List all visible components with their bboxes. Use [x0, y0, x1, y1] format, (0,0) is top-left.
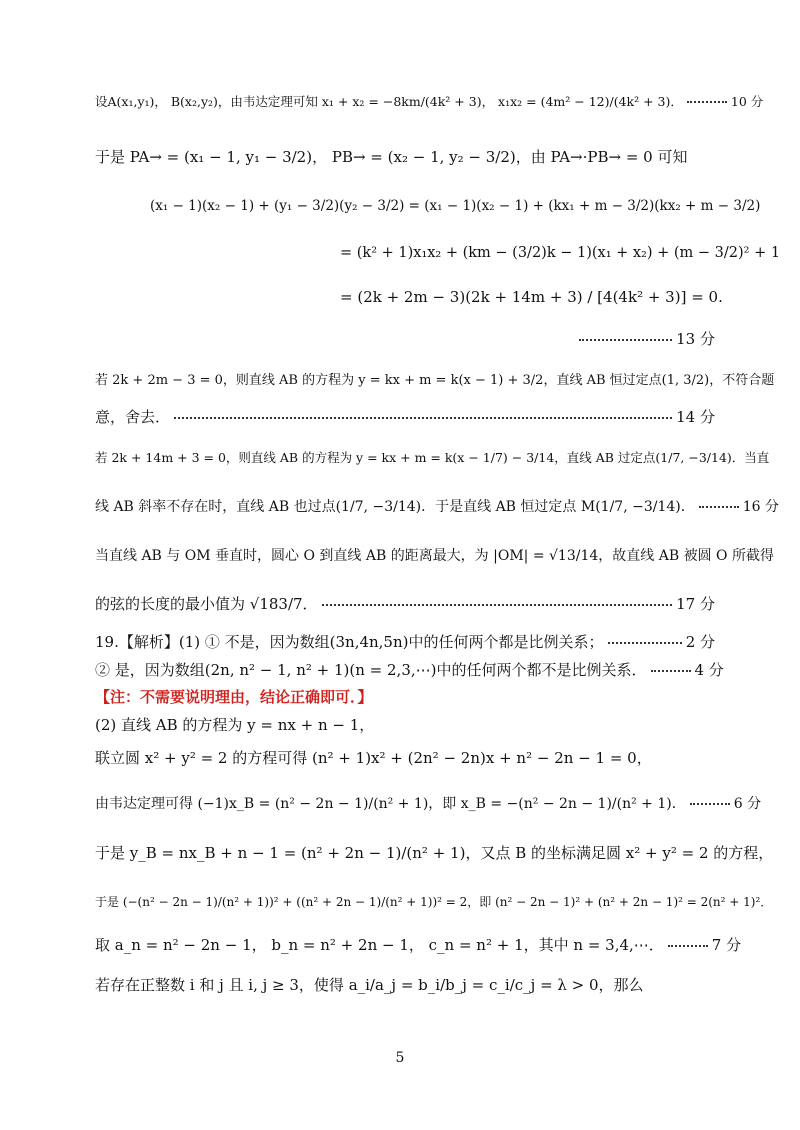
text-line [95, 895, 773, 909]
dot-leader [651, 670, 691, 672]
line-text: 于是 y_B = nx_B + n − 1 = (n² + 2n − 1)/(n² + 1)，又点 B 的坐标满足圆 x² + y² = 2 的方程， [95, 844, 774, 862]
equation-text: = (2k + 2m − 3)(2k + 14m + 3) / [4(4k² + 3)] = 0. [340, 288, 723, 306]
equation-line [340, 290, 723, 305]
text-line [95, 373, 775, 388]
text-line [95, 450, 770, 465]
equation-line [340, 246, 780, 261]
text-line [95, 718, 715, 733]
text-line [95, 548, 774, 564]
line-text: (2) 直线 AB 的方程为 y = nx + n − 1， [95, 716, 375, 734]
text-line [95, 499, 779, 515]
dot-leader [322, 604, 673, 606]
score-label: 4 分 [694, 661, 724, 679]
score-label: 2 分 [685, 633, 715, 651]
line-text: 于是 PA→ = (x₁ − 1, y₁ − 3/2)， PB→ = (x₂ − 1, y₂ − 3/2)，由 PA→·PB→ = 0 可知 [95, 148, 688, 166]
text-line [95, 751, 715, 766]
text-line [95, 597, 715, 612]
line-text: 的弦的长度的最小值为 √183/7． [95, 595, 318, 613]
text-line [575, 332, 715, 347]
note-text: 【注：不需要说明理由，结论正确即可．】 [95, 688, 373, 706]
text-line [95, 94, 764, 109]
line-text: 若 2k + 14m + 3 = 0，则直线 AB 的方程为 y = kx + m = k(x − 1/7) − 3/14，直线 AB 过定点(1/7, −3/14)．当直 [95, 450, 770, 465]
score-label: 6 分 [733, 796, 762, 812]
text-line [95, 936, 742, 954]
equation-text: (x₁ − 1)(x₂ − 1) + (y₁ − 3/2)(y₂ − 3/2) = (x₁ − 1)(x₂ − 1) + (kx₁ + m − 3/2)(kx₂ + m − 3/2) [150, 198, 761, 214]
dot-leader [687, 101, 727, 103]
line-text: 意，舍去． [95, 408, 171, 426]
page-number: 5 [395, 1050, 405, 1066]
line-text: 当直线 AB 与 OM 垂直时，圆心 O 到直线 AB 的距离最大，为 |OM| = √13/14，故直线 AB 被圆 O 所截得 [95, 548, 774, 564]
note-line [95, 690, 715, 705]
score-label: 17 分 [676, 595, 715, 613]
score-label: 16 分 [742, 499, 779, 515]
line-text: ② 是，因为数组(2n, n² − 1, n² + 1)(n = 2,3,⋯)中的任何两个都不是比例关系． [95, 661, 647, 679]
equation-line [150, 200, 760, 214]
score-label: 10 分 [730, 94, 764, 109]
equation-text: = (k² + 1)x₁x₂ + (km − (3/2)k − 1)(x₁ + x₂) + (m − 3/2)² + 1 [340, 245, 781, 261]
line-text: 19.【解析】(1) ① 不是，因为数组(3n,4n,5n)中的任何两个都是比例关系； [95, 633, 604, 651]
score-label: 14 分 [676, 408, 715, 426]
dot-leader [690, 803, 730, 805]
line-text: 于是 (−(n² − 2n − 1)/(n² + 1))² + ((n² + 2n − 1)/(n² + 1))² = 2，即 (n² − 2n − 1)² + (n² + 2n − 1)² = 2(n² + 1)²． [95, 895, 773, 909]
score-label: 7 分 [711, 936, 742, 954]
line-text: 线 AB 斜率不存在时，直线 AB 也过点(1/7, −3/14)．于是直线 AB 恒过定点 M(1/7, −3/14)． [95, 499, 695, 515]
line-text: 设A(x₁,y₁)， B(x₂,y₂)，由韦达定理可知 x₁ + x₂ = −8km/(4k² + 3)， x₁x₂ = (4m² − 12)/(4k² + 3)． [95, 94, 683, 109]
text-line [95, 661, 724, 679]
text-line [95, 978, 715, 993]
dot-leader [699, 506, 739, 508]
line-text: 由韦达定理可得 (−1)x_B = (n² − 2n − 1)/(n² + 1)，即 x_B = −(n² − 2n − 1)/(n² + 1)． [95, 796, 686, 812]
text-line [95, 150, 715, 165]
dot-leader [668, 945, 708, 947]
dot-leader [174, 417, 672, 419]
text-line [95, 410, 715, 425]
text-line [95, 796, 762, 812]
dot-leader [579, 339, 672, 341]
line-text: 取 a_n = n² − 2n − 1， b_n = n² + 2n − 1， c_n = n² + 1，其中 n = 3,4,⋯． [95, 936, 664, 954]
line-text: 若 2k + 2m − 3 = 0，则直线 AB 的方程为 y = kx + m = k(x − 1) + 3/2，直线 AB 恒过定点(1, 3/2)，不符合题 [95, 373, 775, 388]
dot-leader [608, 642, 682, 644]
text-line [95, 844, 774, 862]
line-text: 联立圆 x² + y² = 2 的方程可得 (n² + 1)x² + (2n² − 2n)x + n² − 2n − 1 = 0， [95, 749, 652, 767]
text-line [95, 635, 715, 650]
score-label: 13 分 [676, 330, 715, 348]
line-text: 若存在正整数 i 和 j 且 i, j ≥ 3，使得 a_i/a_j = b_i/b_j = c_i/c_j = λ > 0，那么 [95, 976, 644, 994]
